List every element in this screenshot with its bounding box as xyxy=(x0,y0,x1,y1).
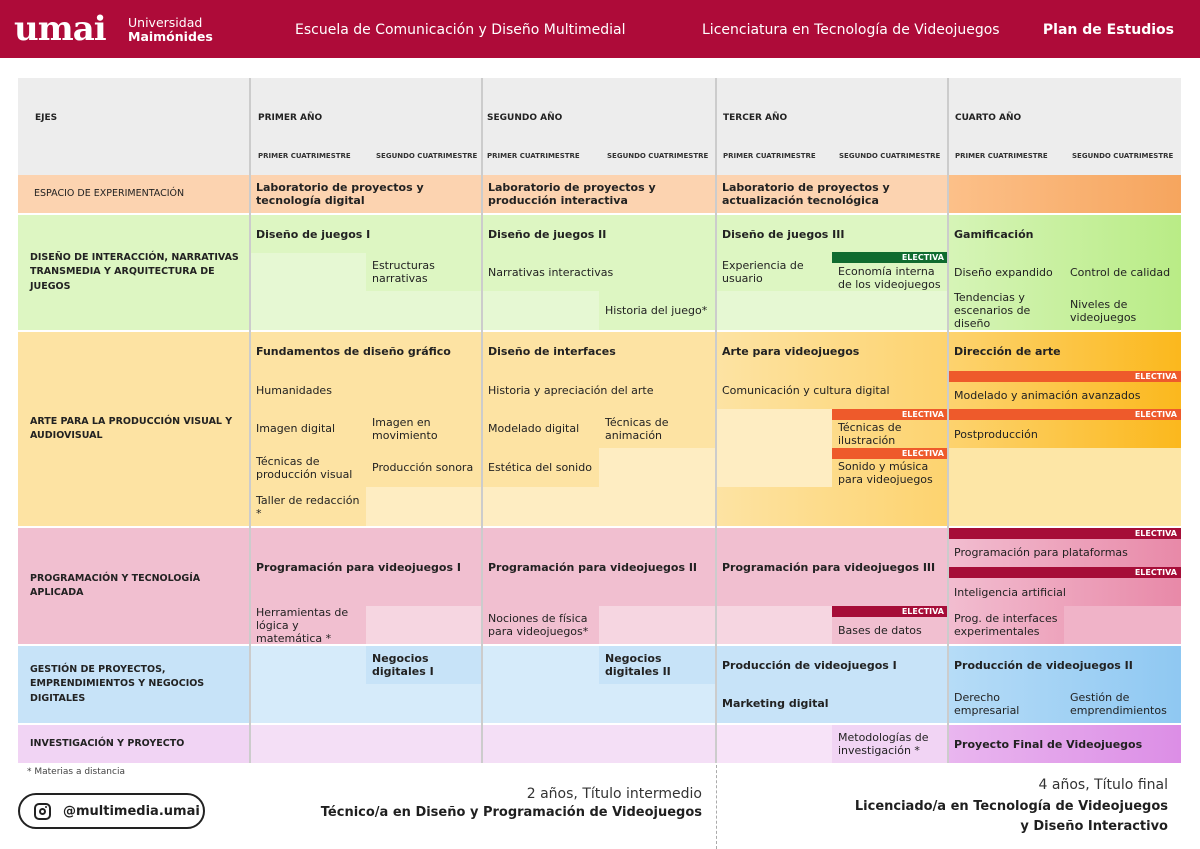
art-y1e: Técnicas de producción visual xyxy=(256,454,353,481)
table-header-bg xyxy=(18,78,1181,175)
final-years: 4 años, Título final xyxy=(1038,777,1168,793)
art-y3-empty xyxy=(716,409,832,487)
dis-y1-empty2 xyxy=(250,291,482,330)
axis-design: DISEÑO DE INTERACCIÓN, NARRATIVAS TRANSMEDIA Y ARQUITECTURA DE JUEGOS xyxy=(30,251,239,292)
prog-y1-empty xyxy=(366,606,482,644)
dis-y3-empty xyxy=(716,291,948,330)
inv-y3: Metodologías de investigación * xyxy=(838,731,929,757)
exp-y3: Laboratorio de proyectos y actualización tecnológica xyxy=(722,181,890,207)
elective-badge: ELECTIVA xyxy=(948,528,1181,539)
prog-y1: Programación para videojuegos I xyxy=(256,560,461,574)
prog-y4: Programación para plataformas xyxy=(954,546,1128,559)
y3-sem1-label: PRIMER CUATRIMESTRE xyxy=(723,152,816,160)
divider xyxy=(947,78,949,763)
dis-y1: Diseño de juegos I xyxy=(256,227,371,241)
y2-sem2-label: SEGUNDO CUATRIMESTRE xyxy=(607,152,709,160)
elective-badge: ELECTIVA xyxy=(948,409,1181,420)
plan-title: Plan de Estudios xyxy=(1042,22,1174,38)
y1-sem1-label: PRIMER CUATRIMESTRE xyxy=(258,152,351,160)
axis-management: GESTIÓN DE PROYECTOS, EMPRENDIMIENTOS Y NEGOCIOS DIGITALES xyxy=(30,663,205,704)
art-y1: Fundamentos de diseño gráfico xyxy=(256,345,451,358)
dis-y3c: Economía interna de los videojuegos xyxy=(838,265,941,291)
prog-y4-empty xyxy=(1064,606,1181,644)
dis-y4: Gamificación xyxy=(954,227,1034,241)
y1-sem2-label: SEGUNDO CUATRIMESTRE xyxy=(376,152,478,160)
art-y1d: Imagen en movimiento xyxy=(372,415,438,442)
art-y4: Dirección de arte xyxy=(954,345,1061,358)
art-y3: Arte para videojuegos xyxy=(722,345,860,358)
ges-y1: Negocios digitales I xyxy=(372,652,434,678)
inv-y3-empty xyxy=(716,725,832,763)
dis-y2c: Historia del juego* xyxy=(605,304,708,317)
axis-experimentation: ESPACIO DE EXPERIMENTACIÓN xyxy=(34,187,185,199)
y4-sem1-label: PRIMER CUATRIMESTRE xyxy=(955,152,1048,160)
header-year3: TERCER AÑO xyxy=(723,113,788,123)
dis-y4c: Control de calidad xyxy=(1070,265,1171,279)
dashed-divider xyxy=(716,765,717,849)
umai-logo: umai xyxy=(14,9,106,49)
instagram-icon xyxy=(34,803,51,820)
dis-y1b: Estructuras narrativas xyxy=(372,259,435,285)
elective-badge: ELECTIVA xyxy=(948,567,1181,578)
ges-y1-empty xyxy=(250,646,366,684)
school-title: Escuela de Comunicación y Diseño Multimedial xyxy=(295,22,626,38)
ges-y3b: Marketing digital xyxy=(722,697,829,710)
art-y1b: Humanidades xyxy=(256,383,332,397)
intermediate-years: 2 años, Título intermedio xyxy=(526,786,702,802)
distance-note: * Materias a distancia xyxy=(27,767,125,777)
header-year1: PRIMER AÑO xyxy=(258,113,323,123)
intermediate-title: Técnico/a en Diseño y Programación de Videojuegos xyxy=(320,805,702,820)
y4-sem2-label: SEGUNDO CUATRIMESTRE xyxy=(1072,152,1174,160)
elective-badge: ELECTIVA xyxy=(832,606,948,617)
dis-y1-empty xyxy=(250,253,366,291)
ges-y2-empty2 xyxy=(482,684,716,723)
art-y2-empty2 xyxy=(482,487,716,526)
divider xyxy=(481,78,483,763)
elective-badge: ELECTIVA xyxy=(832,448,948,459)
art-y3b: Comunicación y cultura digital xyxy=(722,383,890,397)
ges-y4b: Derecho empresarial xyxy=(954,690,1020,717)
divider xyxy=(715,78,717,763)
prog-y2-empty xyxy=(599,606,716,644)
dis-y2b: Narrativas interactivas xyxy=(488,265,614,279)
art-y3d: Sonido y música para videojuegos xyxy=(838,460,933,486)
degree-title: Licenciatura en Tecnología de Videojuegos xyxy=(702,22,1000,38)
ges-y4: Producción de videojuegos II xyxy=(954,658,1133,672)
art-y4b: Modelado y animación avanzados xyxy=(954,389,1141,402)
header-year4: CUARTO AÑO xyxy=(955,113,1022,123)
art-y2b: Historia y apreciación del arte xyxy=(488,383,654,397)
art-y2-empty xyxy=(599,448,716,487)
dis-y3b: Experiencia de usuario xyxy=(722,259,804,285)
university-name: Universidad Maimónides xyxy=(128,15,213,44)
art-y1f: Producción sonora xyxy=(372,461,474,474)
art-y2d: Técnicas de animación xyxy=(605,415,669,442)
prog-y2b: Nociones de física para videojuegos* xyxy=(488,612,589,638)
art-y1c: Imagen digital xyxy=(256,422,336,435)
art-y2e: Estética del sonido xyxy=(488,461,592,474)
final-title: Licenciado/a en Tecnología de Videojuegos y Diseño Interactivo xyxy=(854,799,1168,834)
dis-y2: Diseño de juegos II xyxy=(488,227,607,241)
ges-y2: Negocios digitales II xyxy=(605,652,671,678)
exp-y1: Laboratorio de proyectos y tecnología digital xyxy=(256,181,424,207)
ges-y2-empty xyxy=(482,646,599,684)
instagram-handle[interactable]: @multimedia.umai xyxy=(18,793,205,829)
art-y3c: Técnicas de ilustración xyxy=(838,421,902,447)
art-y1-empty xyxy=(366,487,482,526)
header-axes: EJES xyxy=(35,113,58,123)
prog-y1b: Herramientas de lógica y matemática * xyxy=(256,606,349,644)
axis-programming: PROGRAMACIÓN Y TECNOLOGÍA APLICADA xyxy=(30,572,201,598)
exp-y2: Laboratorio de proyectos y producción interactiva xyxy=(488,181,656,207)
dis-y4b: Diseño expandido xyxy=(954,265,1053,279)
elective-badge: ELECTIVA xyxy=(948,371,1181,382)
axis-art: ARTE PARA LA PRODUCCIÓN VISUAL Y AUDIOVISUAL xyxy=(30,415,233,441)
dis-y4e: Niveles de videojuegos xyxy=(1070,297,1137,324)
ges-y3: Producción de videojuegos I xyxy=(722,658,897,672)
ges-y1-empty2 xyxy=(250,684,482,723)
inv-y4: Proyecto Final de Videojuegos xyxy=(948,725,1181,763)
ges-y4c: Gestión de emprendimientos xyxy=(1070,690,1167,717)
dis-y3: Diseño de juegos III xyxy=(722,227,845,241)
header-year2: SEGUNDO AÑO xyxy=(487,113,563,123)
axis-research: INVESTIGACIÓN Y PROYECTO xyxy=(30,737,185,749)
y3-sem2-label: SEGUNDO CUATRIMESTRE xyxy=(839,152,941,160)
art-y4c: Postproducción xyxy=(954,427,1038,441)
inv-empty xyxy=(250,725,716,763)
art-y1g: Taller de redacción * xyxy=(256,493,360,520)
prog-y4b: Inteligencia artificial xyxy=(954,585,1066,599)
dis-y4d: Tendencias y escenarios de diseño xyxy=(954,291,1031,330)
prog-y3-empty xyxy=(716,606,832,644)
prog-y2: Programación para videojuegos II xyxy=(488,560,698,574)
y2-sem1-label: PRIMER CUATRIMESTRE xyxy=(487,152,580,160)
divider xyxy=(249,78,251,763)
elective-badge: ELECTIVA xyxy=(832,252,948,263)
elective-badge: ELECTIVA xyxy=(832,409,948,420)
prog-y4c: Prog. de interfaces experimentales xyxy=(954,612,1058,638)
exp-y4-fill xyxy=(948,175,1181,213)
art-y2: Diseño de interfaces xyxy=(488,345,616,358)
prog-y3b: Bases de datos xyxy=(838,624,922,637)
prog-y3: Programación para videojuegos III xyxy=(722,560,936,574)
art-y4-empty xyxy=(948,448,1181,526)
art-y2c: Modelado digital xyxy=(488,422,580,435)
dis-y2-empty xyxy=(482,291,599,330)
